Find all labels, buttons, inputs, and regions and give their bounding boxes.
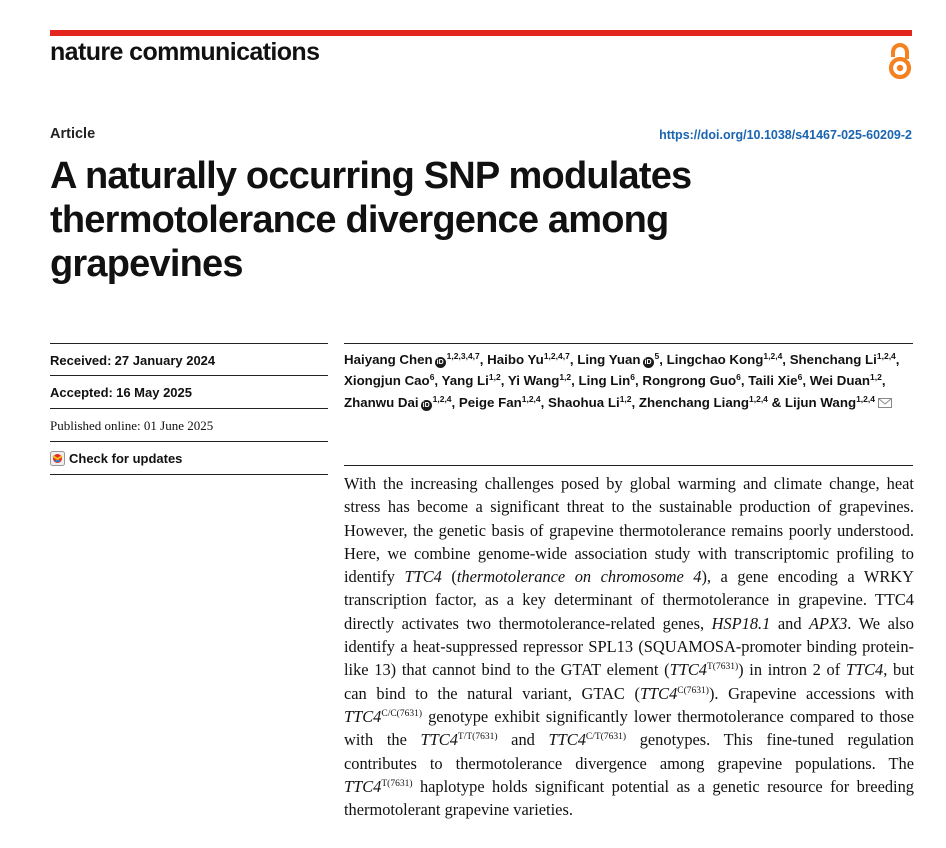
check-for-updates-button[interactable] — [50, 451, 182, 466]
title-line: grapevines — [50, 243, 243, 285]
author[interactable]: Zhenchang Liang$^{1,2,4}$ — [638, 393, 768, 410]
received-date: 27 January 2024 — [114, 353, 216, 368]
check-updates-row — [50, 441, 328, 473]
author[interactable]: Wei Duan$^{1,2}$ — [809, 372, 882, 389]
open-access-icon[interactable] — [887, 40, 913, 80]
check-updates-label: Check for updates — [69, 451, 183, 466]
author[interactable]: Haibo Yu$^{1,2,4,7}$ — [487, 351, 570, 367]
published-date: 01 June 2025 — [143, 418, 214, 433]
author[interactable]: Ling Yuan $iD^5$ — [577, 351, 660, 367]
author[interactable]: Rongrong Guo$^6$ — [642, 372, 741, 389]
author[interactable]: Peige Fan$^{1,2,4}$ — [458, 393, 541, 410]
title-line: thermotolerance divergence among — [50, 199, 669, 241]
orcid-icon[interactable]: iD — [422, 401, 430, 409]
author[interactable]: Haiyang Chen iD$^{1,2,3,4,7}$ — [344, 351, 480, 367]
author-list: Haiyang Chen iD$^{1,2,3,4,7}$, Haibo Yu$^{1,2,4,7}$, Ling Yuan $iD^5$, Lingchao Kong$^{1,2,4}$, Shenchang Li$^{1,2,4}$, Xiongjun Cao$^6$, Yang Li$^{1,2}$, Yi Wang$^{1,2}$, Ling Lin$^6$, Rongrong Guo$^6$, Taili Xie$^6$, Wei Duan$^{1,2}$, Zhanwu Dai iD$^{1,2,4}$, Peige Fan$^{1,2,4}$, Shaohua Li$^{1,2}$, Zhenchang Liang$^{1,2,4}$ & Lijun Wang$^{1,2,4}$ — [344, 351, 900, 410]
doi-link[interactable]: https://doi.org/10.1038/s41467-025-60209-2 — [659, 128, 912, 142]
author[interactable]: Zhanwu Dai iD$^{1,2,4}$ — [344, 393, 452, 410]
author[interactable]: Ling Lin$^6$ — [578, 372, 635, 389]
accepted-label: Accepted: — [50, 385, 113, 400]
orcid-icon[interactable]: iD — [436, 359, 444, 366]
author[interactable]: Taili Xie$^6$ — [748, 372, 803, 389]
title-line: A naturally occurring SNP modulates — [50, 155, 692, 197]
accepted-date-row — [50, 375, 328, 407]
abstract: With the increasing challenges posed by global warming and climate change, heat stress has become a significant threat to the sustainable production of grapevines. However, the genetic basis of grapevine thermotolerance remains poorly understood. Here, we combine genome-wide association study with transcriptomic profiling to identify TTC4 (thermotolerance on chromosome 4), a gene encoding a WRKY transcription factor, as a key determinant of thermotolerance in grapevine. TTC4 directly activates two thermotolerance-related genes, HSP18.1 and APX3. We also identify a heat-suppressed repressor SPL13 (SQUAMOSA-promoter binding protein-like 13) that cannot bind to the GTAT element $(TTC4^{T(7631)})$ in intron 2 of TTC4, but can bind to the natural variant, GTAC $(TTC4^{C(7631)})$. Grapevine accessions with $TTC4^{C/C(7631)}$ genotype exhibit significantly lower thermotolerance compared to those with the $TTC4^{T/T(7631)}$ and $TTC4^{C/T(7631)}$ genotypes. This fine-tuned regulation contributes to thermotolerance divergence among grapevine populations. The $TTC4^{T(7631)}$ haplotype holds significant potential as a genetic resource for breeding thermotolerant grapevine varieties. — [344, 474, 915, 820]
received-label: Received: — [50, 353, 112, 368]
abstract-top-rule — [344, 465, 913, 466]
article-type: Article — [50, 126, 96, 142]
author[interactable]: Lijun Wang$^{1,2,4}$ — [785, 395, 892, 410]
author[interactable]: Xiongjun Cao$^6$ — [344, 372, 435, 389]
crossmark-icon — [50, 451, 65, 466]
article-title — [50, 154, 870, 286]
meta-bottom-rule — [50, 474, 328, 475]
accepted-date: 16 May 2025 — [116, 385, 193, 400]
author[interactable]: Yang Li$^{1,2}$ — [441, 372, 501, 389]
journal-top-bar — [50, 30, 912, 36]
author[interactable]: Yi Wang$^{1,2}$ — [507, 372, 572, 389]
orcid-icon[interactable]: iD — [644, 359, 652, 366]
author[interactable]: Shenchang Li$^{1,2,4}$ — [789, 351, 896, 367]
author[interactable]: Shaohua Li$^{1,2}$ — [548, 393, 632, 410]
authors-top-rule — [344, 343, 913, 344]
envelope-icon[interactable] — [878, 398, 892, 408]
published-label: Published online: — [50, 418, 141, 433]
journal-name[interactable]: nature communications — [50, 38, 320, 66]
published-date-row — [50, 408, 328, 440]
author-connector: & — [771, 394, 782, 410]
author[interactable]: Lingchao Kong$^{1,2,4}$ — [666, 351, 783, 367]
received-date-row — [50, 343, 328, 375]
